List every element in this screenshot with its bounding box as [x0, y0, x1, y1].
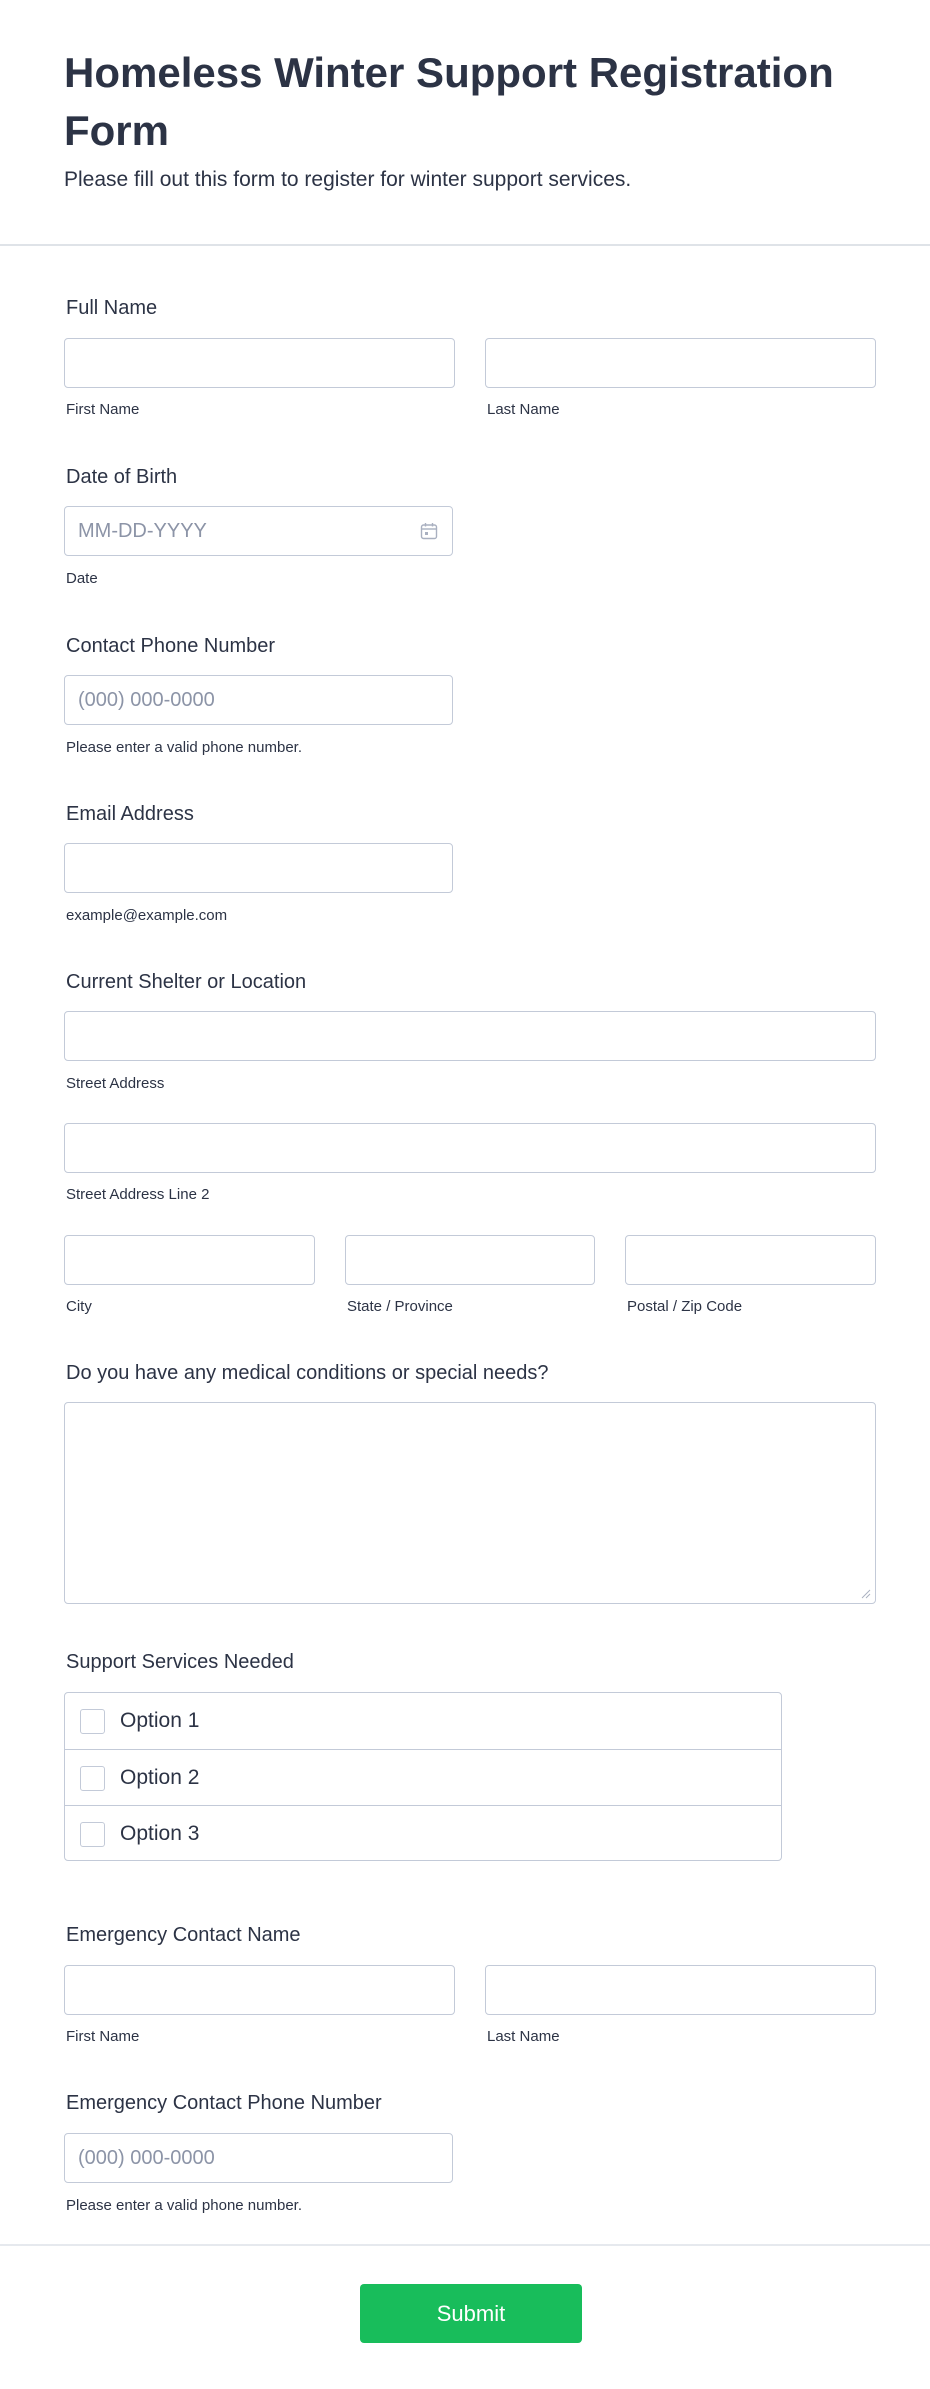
last-name-input[interactable]: [485, 338, 876, 388]
emergency-first-name-input[interactable]: [64, 1965, 455, 2015]
street-address-input[interactable]: [64, 1011, 876, 1061]
address-label: Current Shelter or Location: [66, 971, 307, 993]
email-sublabel: example@example.com: [66, 907, 228, 924]
medical-textarea[interactable]: [64, 1402, 876, 1604]
submit-button[interactable]: Submit: [360, 2284, 582, 2343]
checkbox[interactable]: [80, 1709, 105, 1734]
service-option-label[interactable]: Option 3: [120, 1822, 200, 1845]
emergency-last-name-input[interactable]: [485, 1965, 876, 2015]
email-label: Email Address: [66, 803, 194, 825]
form-header: [0, 0, 930, 246]
service-option-3[interactable]: [65, 1805, 781, 1861]
medical-label: Do you have any medical conditions or special needs?: [66, 1362, 549, 1384]
services-label: Support Services Needed: [66, 1651, 294, 1673]
service-option-label[interactable]: Option 2: [120, 1766, 200, 1789]
city-input[interactable]: [64, 1235, 315, 1285]
emergency-phone-placeholder: (000) 000-0000: [78, 2147, 215, 2169]
emergency-name-label: Emergency Contact Name: [66, 1924, 301, 1946]
first-name-sublabel: First Name: [66, 401, 140, 418]
street-address-sublabel: Street Address: [66, 1075, 165, 1092]
phone-placeholder: (000) 000-0000: [78, 689, 215, 711]
emergency-first-name-sublabel: First Name: [66, 2028, 140, 2045]
zip-sublabel: Postal / Zip Code: [627, 1298, 743, 1315]
calendar-icon[interactable]: [420, 522, 438, 540]
city-sublabel: City: [66, 1298, 92, 1315]
checkbox[interactable]: [80, 1766, 105, 1791]
dob-placeholder: MM-DD-YYYY: [78, 520, 207, 542]
state-input[interactable]: [345, 1235, 595, 1285]
form-title: Homeless Winter Support Registration Form: [64, 49, 834, 154]
service-option-label[interactable]: Option 1: [120, 1709, 200, 1732]
emergency-phone-sublabel: Please enter a valid phone number.: [66, 2197, 302, 2214]
dob-sublabel: Date: [66, 570, 98, 587]
state-sublabel: State / Province: [347, 1298, 453, 1315]
form-subtitle: Please fill out this form to register for winter support services.: [64, 168, 632, 191]
emergency-last-name-sublabel: Last Name: [487, 2028, 560, 2045]
email-input[interactable]: [64, 843, 453, 893]
footer-divider: [0, 2244, 930, 2246]
service-option-1[interactable]: [65, 1693, 781, 1749]
full-name-label: Full Name: [66, 297, 158, 319]
emergency-phone-label: Emergency Contact Phone Number: [66, 2092, 382, 2114]
phone-input[interactable]: [64, 675, 453, 725]
emergency-phone-input[interactable]: [64, 2133, 453, 2183]
last-name-sublabel: Last Name: [487, 401, 560, 418]
phone-sublabel: Please enter a valid phone number.: [66, 739, 302, 756]
first-name-input[interactable]: [64, 338, 455, 388]
dob-input[interactable]: [64, 506, 453, 556]
service-option-2[interactable]: [65, 1749, 781, 1805]
street-address-line2-sublabel: Street Address Line 2: [66, 1186, 210, 1203]
dob-label: Date of Birth: [66, 466, 178, 488]
street-address-line2-input[interactable]: [64, 1123, 876, 1173]
services-checkbox-group: [64, 1692, 782, 1861]
resize-grip-icon[interactable]: [861, 1589, 871, 1599]
checkbox[interactable]: [80, 1822, 105, 1847]
zip-input[interactable]: [625, 1235, 876, 1285]
phone-label: Contact Phone Number: [66, 635, 276, 657]
